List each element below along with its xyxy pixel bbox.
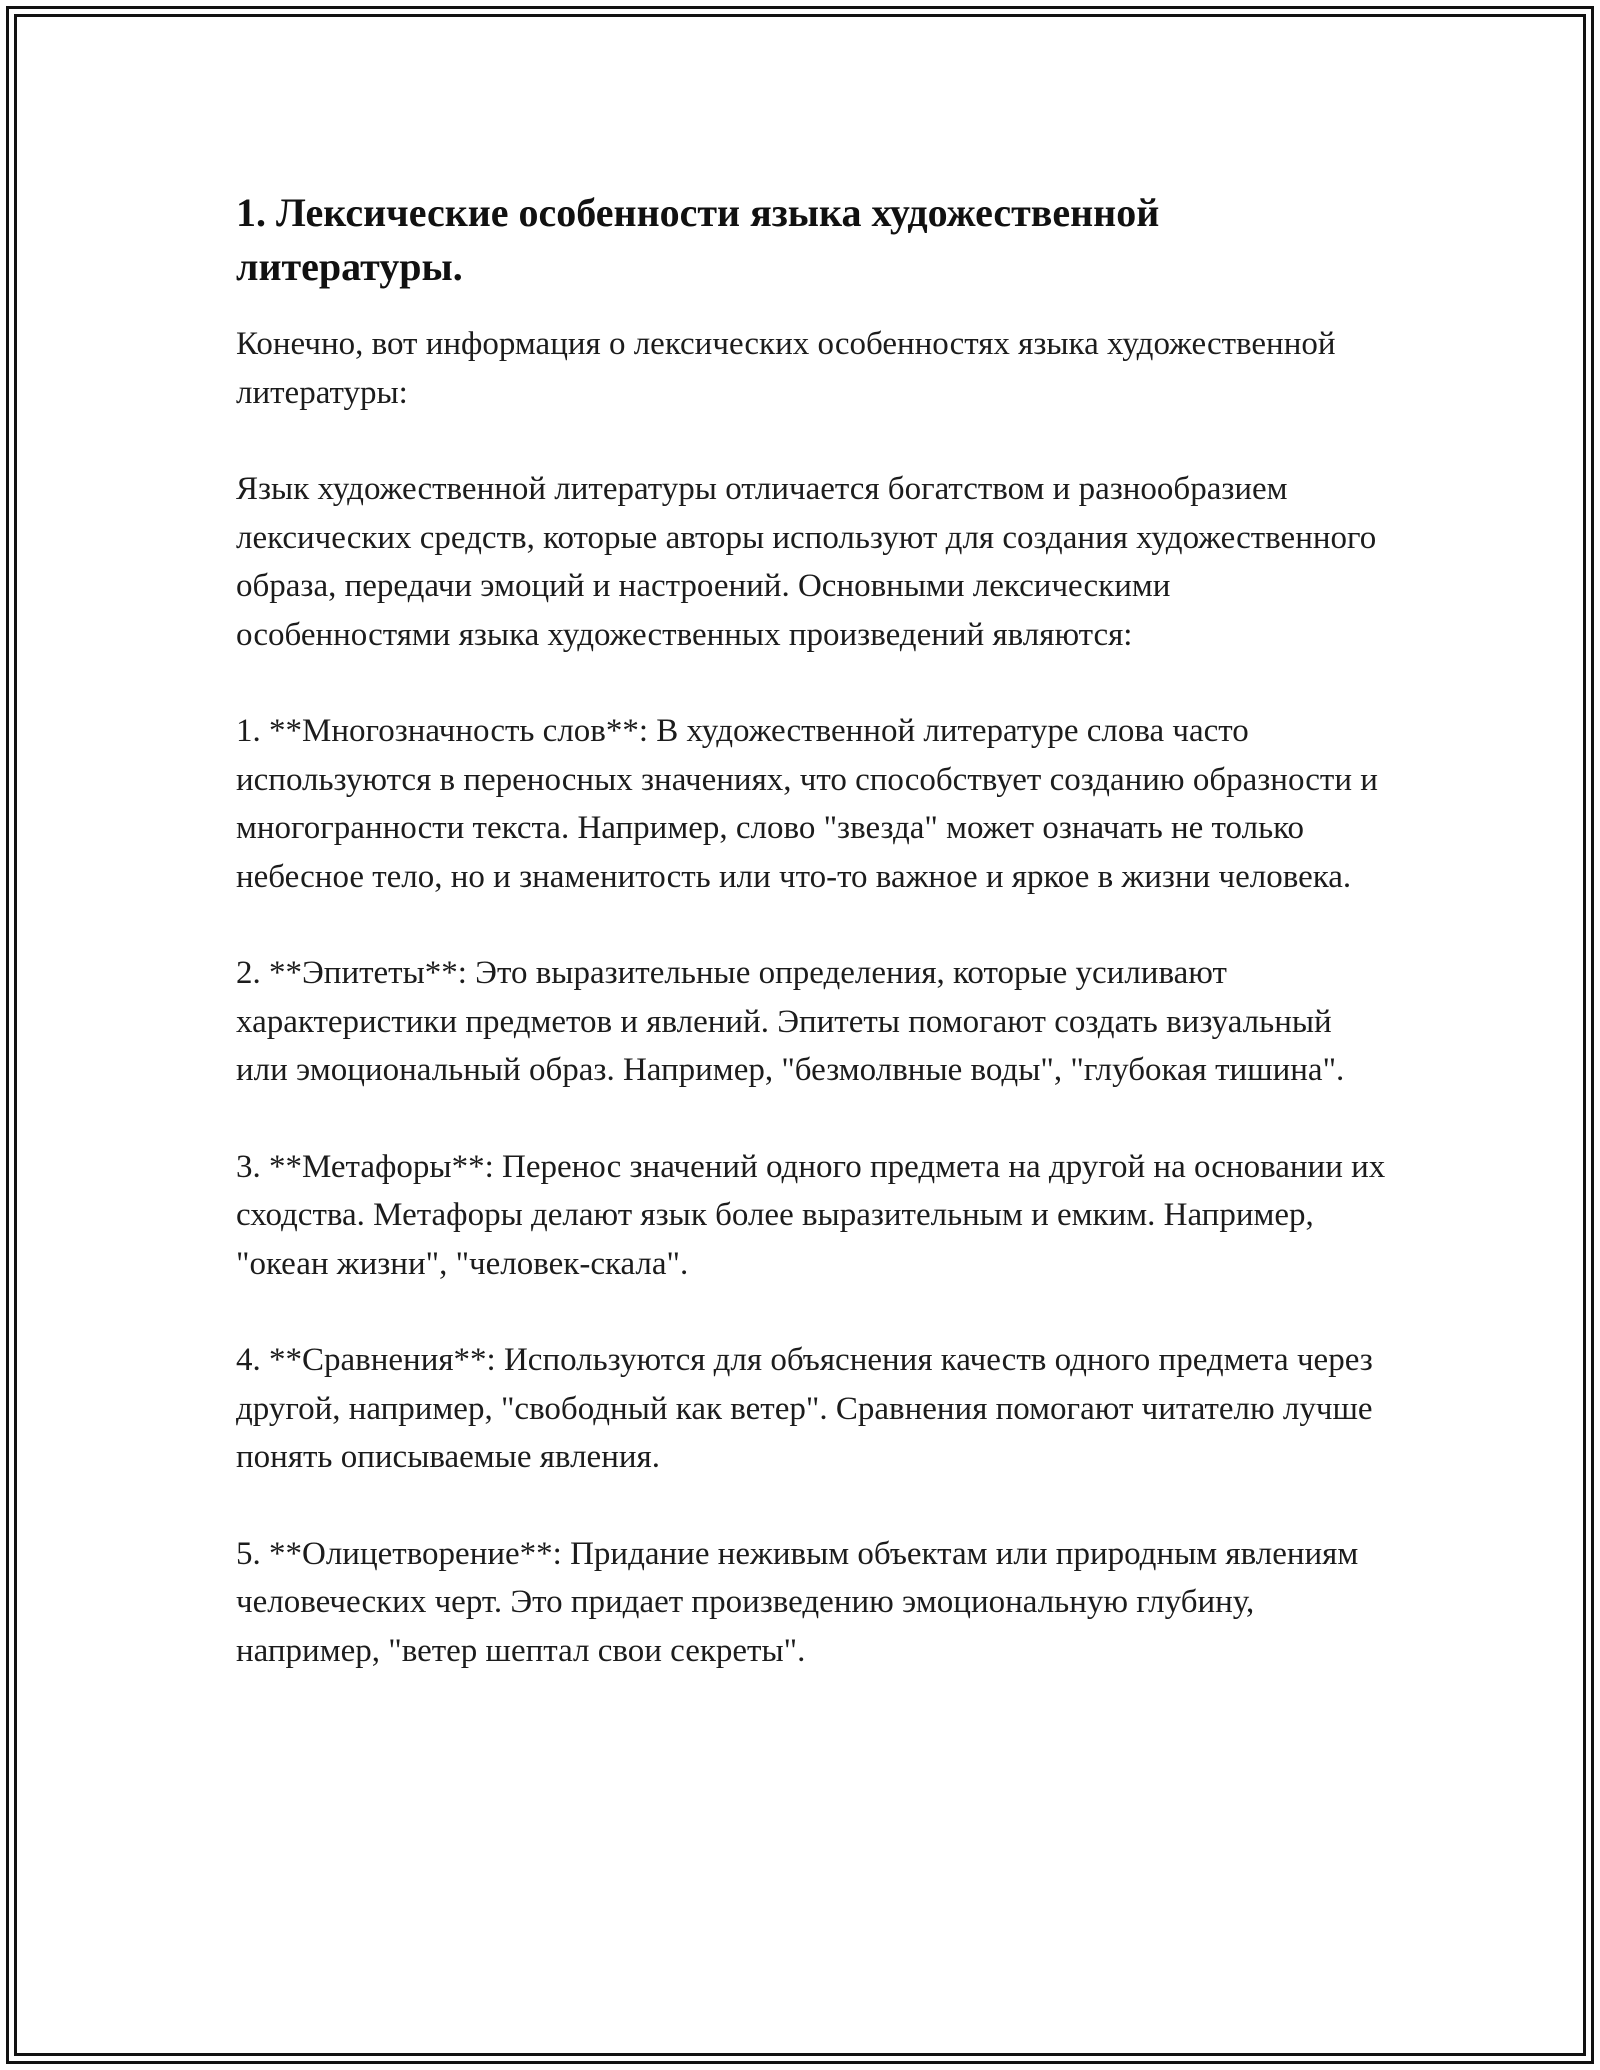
list-item-polysemy: 1. **Многозначность слов**: В художественной литературе слова часто используются в переносных значениях, что способствует созданию образности и многогранности текста. Например, слово "звезда" может означать не только небесное тело, но и знаменитость или что-то важное и яркое в жизни человека. — [236, 713, 1378, 895]
list-item-personification: 5. **Олицетворение**: Придание неживым объектам или природным явлениям человеческих черт. Это придает произведению эмоциональную глубину, например, "ветер шептал свои секреты". — [236, 1535, 1359, 1669]
list-item-epithets: 2. **Эпитеты**: Это выразительные определения, которые усиливают характеристики предметов и явлений. Эпитеты помогают создать визуальный или эмоциональный образ. Например, "безмолвные воды", "глубокая тишина". — [236, 955, 1345, 1088]
list-item-metaphors: 3. **Метафоры**: Перенос значений одного предмета на другой на основании их сходства. Метафоры делают язык более выразительным и емким. Например, "океан жизни", "человек-скала". — [236, 1148, 1386, 1282]
overview-paragraph: Язык художественной литературы отличается богатством и разнообразием лексических средств, которые авторы используют для создания художественного образа, передачи эмоций и настроений. Основными лексическими особенностями языка художественных произведений являются: — [236, 471, 1377, 653]
list-item-comparisons: 4. **Сравнения**: Используются для объяснения качеств одного предмета через другой, например, "свободный как ветер". Сравнения помогают читателю лучше понять описываемые явления. — [236, 1342, 1373, 1475]
document-title: 1. Лексические особенности языка художественной литературы. — [236, 190, 1160, 289]
intro-paragraph: Конечно, вот информация о лексических особенностях языка художественной литературы: — [236, 326, 1336, 411]
document-body — [236, 186, 1386, 1723]
